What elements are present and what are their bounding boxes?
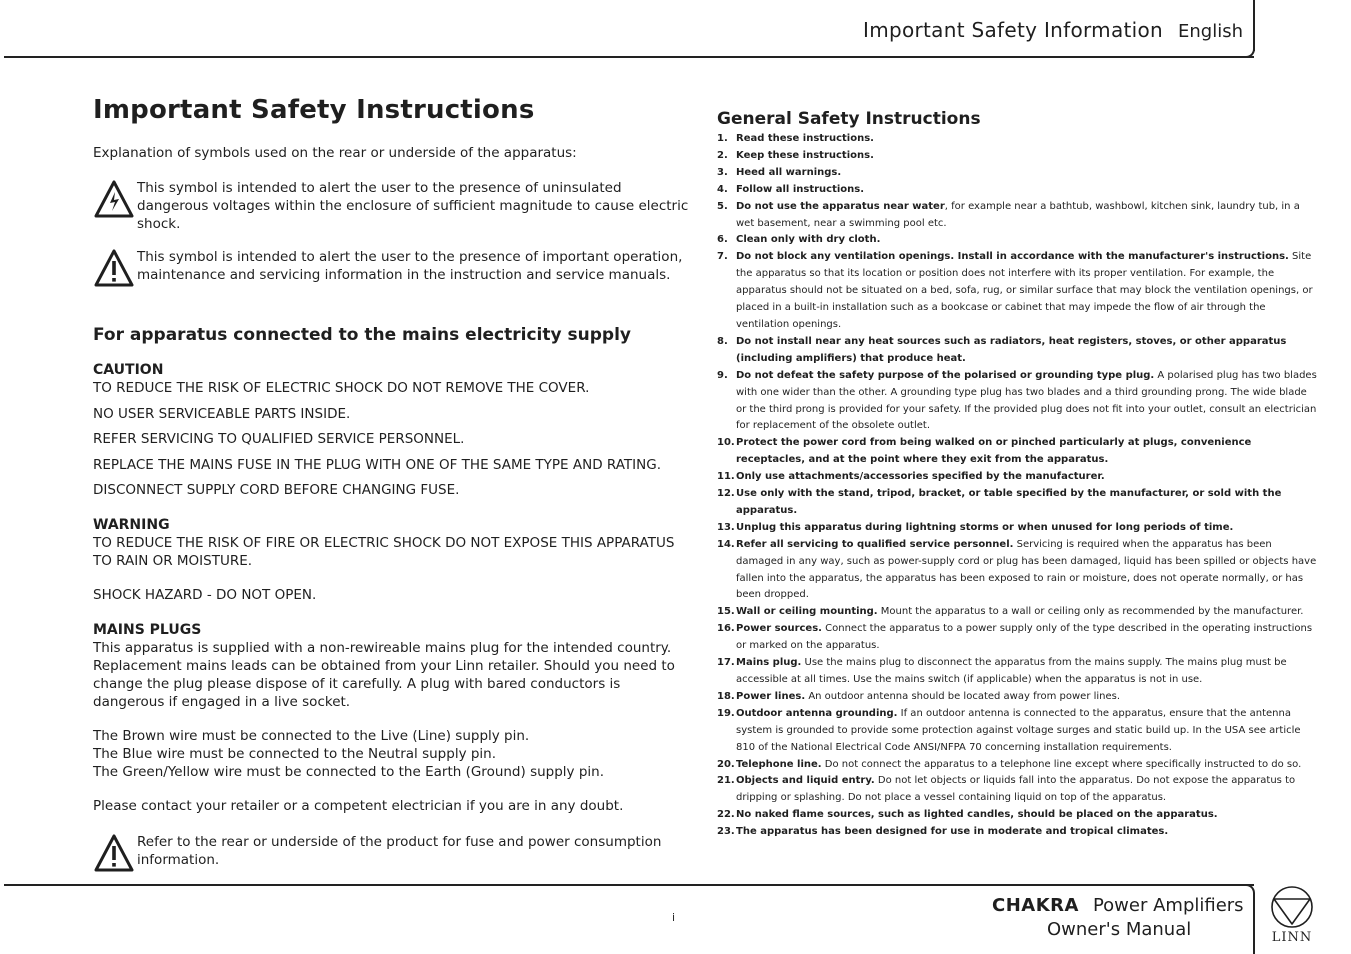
safety-item-text: A polarised plug has two blades with one wider than the other. A grounding type plug has two blades and a third grounding prong. The wide blade or the third prong is provided for your safety. If the provided plug does not fit into your outlet, consult an electrician for replacement of the obsolete outlet.: [736, 369, 1317, 432]
safety-item: [717, 182, 1317, 199]
wire-line: The Brown wire must be connected to the Live (Line) supply pin.: [93, 728, 530, 744]
safety-item: [717, 773, 1317, 807]
safety-item: [717, 368, 1317, 436]
safety-item: [717, 757, 1317, 774]
fuse-note-text: Refer to the rear or underside of the product for fuse and power consumption information.: [137, 834, 662, 868]
section-title: Important Safety Information: [863, 18, 1164, 42]
safety-item-body: [736, 689, 1317, 706]
caution-block: [93, 361, 693, 499]
warning-block: [93, 516, 693, 604]
caution-line: REFER SERVICING TO QUALIFIED SERVICE PERSONNEL.: [93, 431, 465, 447]
exclamation-warning-icon: [93, 833, 137, 878]
logo-text: LINN: [1271, 930, 1313, 945]
safety-item: [717, 165, 1317, 182]
safety-item-number: 10.: [717, 437, 735, 449]
safety-item: [717, 435, 1317, 469]
safety-item-body: [736, 165, 1317, 182]
footer-rule: [4, 884, 1254, 886]
safety-item: [717, 148, 1317, 165]
safety-item-lead: Do not defeat the safety purpose of the polarised or grounding type plug.: [736, 369, 1155, 381]
safety-item-body: [736, 249, 1317, 334]
safety-item-lead: The apparatus has been designed for use in moderate and tropical climates.: [736, 826, 1169, 838]
safety-item-number: 19.: [717, 707, 735, 719]
safety-item-text: Site the apparatus so that its location or position does not interfere with its proper ventilation. For example, the apparatus should not be situated on a bed, sofa, rug, or similar surface that may block the ventilation openings, or placed in a built-in installation such as a bookcase or cabinet that may impede the flow of air through the ventilation openings.: [736, 251, 1313, 330]
safety-item-body: [736, 131, 1317, 148]
safety-item-lead: Refer all servicing to qualified service personnel.: [736, 538, 1014, 550]
wire-line: The Blue wire must be connected to the Neutral supply pin.: [93, 746, 497, 762]
safety-item-text: Use the mains plug to disconnect the apparatus from the mains supply. The mains plug must be accessible at all times. Use the mains switch (if applicable) when the apparatus is not in use.: [736, 657, 1287, 685]
safety-item-lead: Do not use the apparatus near water: [736, 200, 945, 212]
warning-text: SHOCK HAZARD - DO NOT OPEN.: [93, 587, 317, 603]
safety-item-number: 1.: [717, 133, 728, 144]
safety-item: [717, 824, 1317, 841]
safety-item: [717, 655, 1317, 689]
safety-item-number: 18.: [717, 690, 735, 702]
safety-item: [717, 689, 1317, 706]
safety-item: [717, 537, 1317, 605]
safety-item: [717, 706, 1317, 757]
safety-item-lead: No naked flame sources, such as lighted candles, should be placed on the apparatus.: [736, 809, 1218, 821]
safety-item-body: [736, 368, 1317, 436]
safety-item-number: 13.: [717, 521, 735, 533]
safety-item-number: 20.: [717, 758, 735, 770]
safety-item: [717, 199, 1317, 233]
safety-item: [717, 131, 1317, 148]
safety-item: [717, 520, 1317, 537]
left-column: [93, 92, 693, 878]
symbol-row-info: [93, 248, 693, 293]
safety-item-lead: Do not block any ventilation openings. Install in accordance with the manufacturer's instructions.: [736, 251, 1289, 263]
safety-item-lead: Only use attachments/accessories specified by the manufacturer.: [736, 471, 1105, 483]
safety-item-text: Connect the apparatus to a power supply only of the type described in the operating instructions or marked on the apparatus.: [736, 623, 1313, 652]
safety-item-number: 6.: [717, 234, 728, 246]
footer-divider: [1253, 894, 1255, 954]
safety-item: [717, 604, 1317, 621]
safety-item-body: [736, 824, 1317, 841]
safety-item-lead: Power sources.: [736, 623, 822, 635]
safety-item-lead: Do not install near any heat sources such as radiators, heat registers, stoves, or other apparatus (including amplifiers) that produce heat.: [736, 335, 1287, 364]
safety-item-number: 23.: [717, 826, 735, 838]
safety-item-lead: Power lines.: [736, 690, 806, 702]
warning-heading: WARNING: [93, 517, 170, 533]
safety-item-lead: Follow all instructions.: [736, 183, 865, 195]
safety-item-lead: Telephone line.: [736, 758, 822, 770]
safety-item-number: 5.: [717, 200, 728, 212]
safety-item-number: 16.: [717, 623, 735, 635]
safety-item-text: Do not let objects or liquids fall into the apparatus. Do not expose the apparatus to dripping or splashing. Do not place a vessel containing liquid on top of the apparatus.: [736, 775, 1296, 804]
warning-text: TO REDUCE THE RISK OF FIRE OR ELECTRIC SHOCK DO NOT EXPOSE THIS APPARATUS TO RAIN OR MOISTURE.: [93, 535, 675, 569]
safety-item-number: 11.: [717, 471, 735, 483]
mains-plugs-block: [93, 621, 693, 815]
caution-heading: CAUTION: [93, 362, 164, 378]
symbol-text: This symbol is intended to alert the user to the presence of important operation, maintenance and servicing information in the instruction and service manuals.: [137, 249, 683, 283]
safety-item-number: 3.: [717, 166, 728, 178]
safety-item-body: [736, 182, 1317, 199]
manual-title: Owner's Manual: [1047, 919, 1192, 940]
exclamation-warning-icon: [93, 248, 137, 293]
safety-item-text: Mount the apparatus to a wall or ceiling only as recommended by the manufacturer.: [877, 606, 1304, 618]
safety-item-lead: Keep these instructions.: [736, 149, 874, 161]
symbol-row-voltage: [93, 179, 693, 233]
caution-line: TO REDUCE THE RISK OF ELECTRIC SHOCK DO NOT REMOVE THE COVER.: [93, 380, 590, 396]
safety-item-number: 15.: [717, 606, 735, 618]
safety-item-lead: Clean only with dry cloth.: [736, 234, 881, 246]
page-number: i: [672, 911, 676, 924]
safety-item-lead: Mains plug.: [736, 657, 802, 669]
safety-item-number: 8.: [717, 335, 728, 347]
safety-item-lead: Protect the power cord from being walked on or pinched particularly at plugs, convenience receptacles, and at the point where they exit from the apparatus.: [736, 437, 1252, 466]
safety-item-number: 22.: [717, 809, 735, 821]
safety-item-number: 17.: [717, 657, 735, 669]
mains-plugs-heading: MAINS PLUGS: [93, 622, 202, 638]
safety-item-body: [736, 604, 1317, 621]
wire-line: The Green/Yellow wire must be connected to the Earth (Ground) supply pin.: [93, 764, 604, 780]
safety-item-text: If an outdoor antenna is connected to the apparatus, ensure that the antenna system is grounded to provide some protection against voltage surges and static build up. In the USA see article 810 of the National Electrical Code ANSI/NFPA 70 concerning installation requirements.: [736, 707, 1301, 753]
safety-item-body: [736, 486, 1317, 520]
safety-item-body: [736, 435, 1317, 469]
safety-item-number: 2.: [717, 149, 728, 161]
safety-item-body: [736, 232, 1317, 249]
safety-item: [717, 486, 1317, 520]
safety-item-body: [736, 757, 1317, 774]
safety-item-body: [736, 773, 1317, 807]
safety-item-text: Do not connect the apparatus to a telephone line except where specifically instructed to do so.: [821, 758, 1302, 770]
safety-item-text: An outdoor antenna should be located away from power lines.: [805, 690, 1121, 702]
safety-item-body: [736, 537, 1317, 605]
safety-item-lead: Objects and liquid entry.: [736, 775, 875, 787]
safety-item-body: [736, 199, 1317, 233]
safety-item-text: Servicing is required when the apparatus has been damaged in any way, such as power-supply cord or plug has been damaged, liquid has been spilled or objects have fallen into the apparatus, the apparatus has been exposed to rain or moisture, does not operate normally, or has been dropped.: [736, 538, 1317, 601]
safety-item-body: [736, 655, 1317, 689]
mains-plugs-text: This apparatus is supplied with a non-rewireable mains plug for the intended country. Replacement mains leads can be obtained from your Linn retailer. Should you need to change the plug please dispose of it carefully. A plug with bared conductors is dangerous if engaged in a live socket.: [93, 640, 675, 710]
language-label: English: [1178, 21, 1243, 42]
symbol-text: This symbol is intended to alert the user to the presence of uninsulated dangerous voltages within the enclosure of sufficient magnitude to cause electric shock.: [137, 180, 689, 232]
safety-item-body: [736, 334, 1317, 368]
mains-heading: For apparatus connected to the mains electricity supply: [93, 325, 631, 345]
right-column: [717, 108, 1317, 841]
safety-item-number: 4.: [717, 183, 728, 195]
safety-item: [717, 807, 1317, 824]
caution-line: DISCONNECT SUPPLY CORD BEFORE CHANGING FUSE.: [93, 482, 460, 498]
safety-item-body: [736, 807, 1317, 824]
contact-line: Please contact your retailer or a competent electrician if you are in any doubt.: [93, 798, 624, 814]
header-divider: [1253, 0, 1255, 51]
safety-item-body: [736, 706, 1317, 757]
safety-item-body: [736, 148, 1317, 165]
safety-item-lead: Read these instructions.: [736, 133, 874, 144]
safety-item-lead: Heed all warnings.: [736, 166, 842, 178]
safety-item-lead: Outdoor antenna grounding.: [736, 707, 898, 719]
safety-item-number: 7.: [717, 251, 728, 263]
safety-list: [717, 131, 1317, 841]
safety-item: [717, 334, 1317, 368]
product-line: [992, 895, 1244, 916]
page-title: Important Safety Instructions: [93, 95, 535, 125]
safety-item-lead: Unplug this apparatus during lightning storms or when unused for long periods of time.: [736, 521, 1234, 533]
safety-item: [717, 621, 1317, 655]
symbols-intro: Explanation of symbols used on the rear or underside of the apparatus:: [93, 145, 577, 161]
safety-item: [717, 249, 1317, 334]
safety-item-lead: Use only with the stand, tripod, bracket, or table specified by the manufacturer, or sold with the apparatus.: [736, 488, 1282, 516]
general-safety-heading: General Safety Instructions: [717, 109, 981, 129]
safety-item-body: [736, 621, 1317, 655]
caution-line: NO USER SERVICEABLE PARTS INSIDE.: [93, 405, 351, 422]
safety-item: [717, 232, 1317, 249]
product-type: Power Amplifiers: [1092, 895, 1244, 916]
safety-item-text: , for example near a bathtub, washbowl, kitchen sink, laundry tub, in a wet basement, near a swimming pool etc.: [736, 200, 1300, 229]
product-name: CHAKRA: [992, 895, 1079, 916]
safety-item-number: 14.: [717, 538, 735, 550]
lightning-warning-icon: [93, 179, 137, 224]
safety-item-number: 9.: [717, 369, 728, 381]
safety-item-body: [736, 469, 1317, 486]
symbol-row-fuse: [93, 833, 693, 878]
safety-item-number: 12.: [717, 488, 735, 500]
safety-item-body: [736, 520, 1317, 537]
safety-item-number: 21.: [717, 775, 735, 787]
safety-item-lead: Wall or ceiling mounting.: [736, 606, 878, 618]
safety-item: [717, 469, 1317, 486]
header-rule: [4, 56, 1254, 58]
caution-line: REPLACE THE MAINS FUSE IN THE PLUG WITH ONE OF THE SAME TYPE AND RATING.: [93, 456, 661, 473]
